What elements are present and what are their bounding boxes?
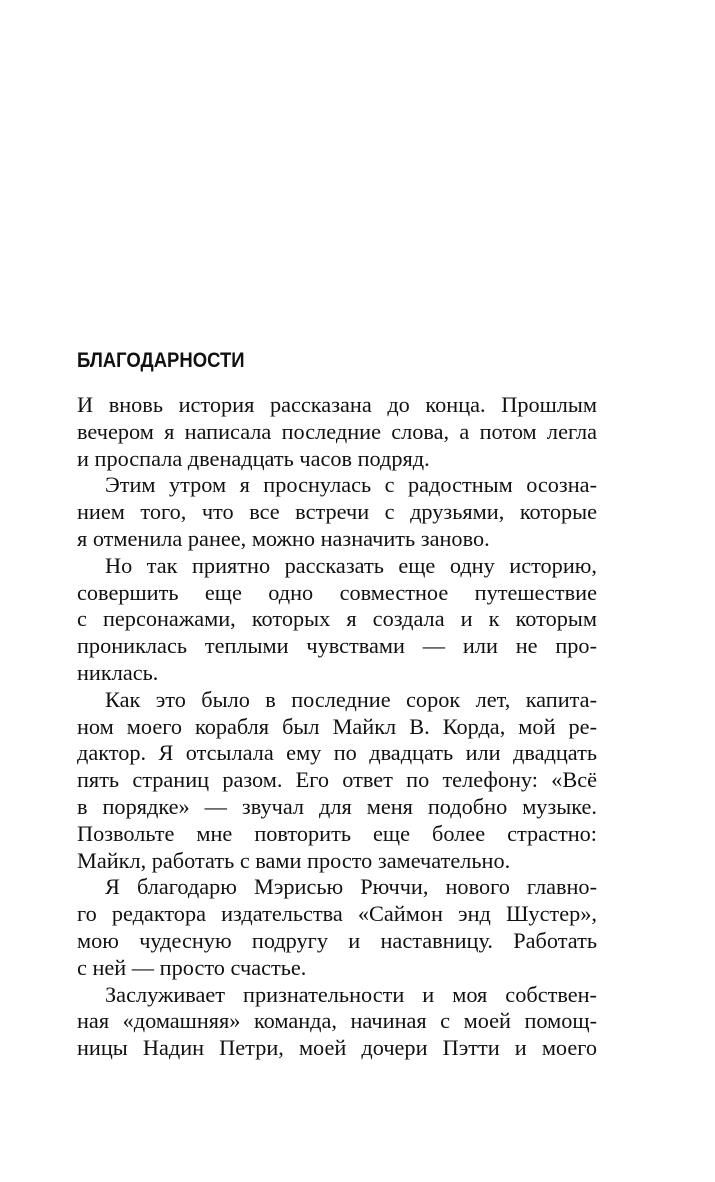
text-line: нием того, что все встречи с друзьями, которые — [77, 499, 597, 525]
text-line: ном моего корабля был Майкл В. Корда, мой ре- — [77, 713, 597, 739]
text-line: и проспала двенадцать часов подряд. — [77, 445, 430, 471]
text-line: в порядке» — звучал для меня подобно музыке. — [77, 793, 597, 819]
text-line: Как это было в последние сорок лет, капита- — [105, 686, 597, 712]
text-line: я отменила ранее, можно назначить заново. — [77, 525, 490, 551]
text-line: прониклась теплыми чувствами — или не про- — [77, 633, 597, 659]
text-line: го редактора издательства «Саймон энд Шустер», — [77, 901, 597, 927]
text-line: пять страниц разом. Его ответ по телефону: «Всё — [77, 767, 597, 793]
text-line: совершить еще одно совместное путешествие — [77, 579, 597, 605]
text-line: ная «домашняя» команда, начиная с моей помощ- — [77, 1008, 597, 1034]
text-line: Заслуживает признательности и моя собствен- — [105, 981, 597, 1007]
text-line: Этим утром я проснулась с радостным осозна- — [105, 472, 597, 498]
text-line: дактор. Я отсылала ему по двадцать или двадцать — [77, 740, 597, 766]
text-line: вечером я написала последние слова, а потом легла — [77, 418, 597, 444]
text-line: Позвольте мне повторить еще более страстно: — [77, 820, 597, 846]
text-line: И вновь история рассказана до конца. Прошлым — [77, 392, 597, 417]
text-line: с персонажами, которых я создала и к которым — [77, 606, 597, 632]
text-line: Майкл, работать с вами просто замечательно. — [77, 847, 511, 873]
text-line: никлась. — [77, 659, 159, 685]
text-line: с ней — просто счастье. — [77, 954, 307, 980]
page-title: БЛАГОДАРНОСТИ — [77, 348, 245, 372]
body-text — [77, 392, 597, 1062]
text-line: ницы Надин Петри, моей дочери Пэтти и моего — [77, 1035, 597, 1061]
text-line: Но так приятно рассказать еще одну историю, — [105, 552, 597, 578]
text-line: Я благодарю Мэрисью Рюччи, нового главно- — [105, 874, 597, 900]
text-line: мою чудесную подругу и наставницу. Работать — [77, 927, 597, 953]
